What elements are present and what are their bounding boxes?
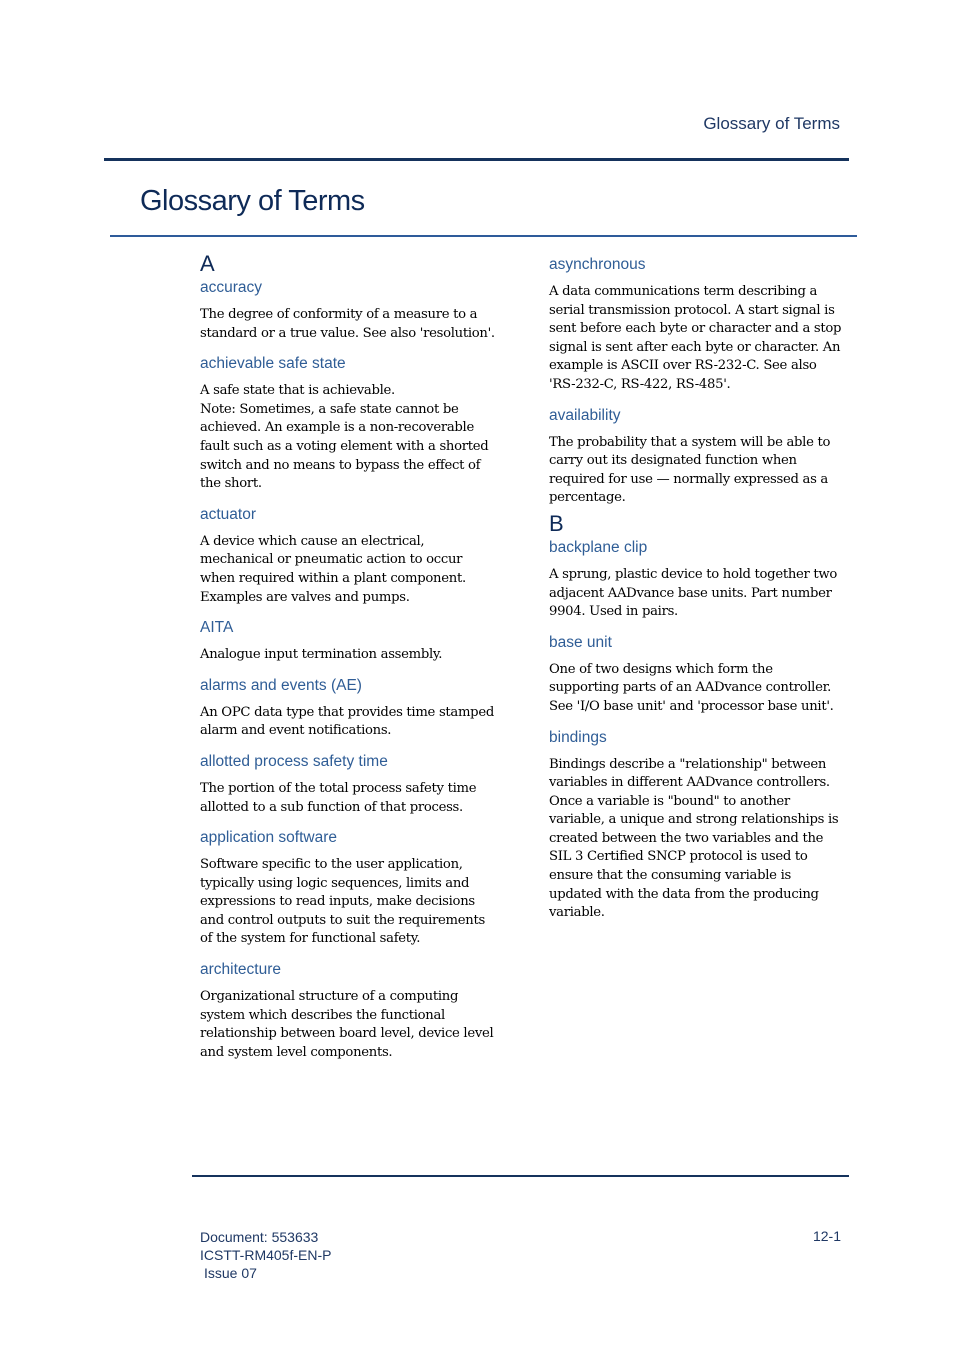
glossary-entry-aita	[200, 618, 495, 665]
glossary-term: accuracy	[200, 279, 263, 296]
glossary-entry-allotted-process-safety-time	[200, 752, 495, 817]
running-header-title: Glossary of Terms	[703, 114, 840, 133]
definition-note: Note: Sometimes, a safe state cannot be achieved. An example is a non-recoverable fault such as a voting element with a shorted switch and no means to bypass the effect of the short.	[200, 401, 489, 492]
glossary-entry-bindings	[549, 728, 844, 923]
glossary-definition: A sprung, plastic device to hold together two adjacent AADvance base units. Part number 9904. Used in pairs.	[549, 566, 838, 620]
glossary-definition	[200, 382, 495, 494]
glossary-entry-backplane-clip	[549, 538, 844, 622]
footer-rule	[192, 1175, 849, 1177]
glossary-term: allotted process safety time	[200, 752, 388, 770]
glossary-definition: Software specific to the user application, typically using logic sequences, limits and expressions to read inputs, make decisions and control outputs to suit the requirements of the system for functional safety.	[200, 857, 485, 947]
glossary-entry-accuracy	[200, 278, 495, 343]
glossary-entry-actuator	[200, 505, 495, 607]
left-column	[200, 250, 495, 1073]
glossary-term: availability	[549, 406, 621, 424]
glossary-term: base unit	[549, 633, 612, 651]
section-letter-b: B	[549, 510, 564, 536]
glossary-entry-availability	[549, 406, 844, 508]
section-letter-a: A	[200, 251, 215, 276]
glossary-definition: Analogue input termination assembly.	[200, 647, 443, 663]
definition-text: A safe state that is achievable.	[200, 383, 395, 399]
glossary-term: alarms and events (AE)	[200, 676, 362, 694]
glossary-definition: One of two designs which form the supporting parts of an AADvance controller. See 'I/O base unit' and 'processor base unit'.	[549, 661, 834, 714]
title-rule	[110, 235, 857, 237]
glossary-term: bindings	[549, 728, 607, 746]
footer-page-number: 12-1	[812, 1228, 841, 1244]
glossary-term: architecture	[200, 961, 281, 979]
glossary-definition: The degree of conformity of a measure to a standard or a true value. See also 'resolution'.	[200, 307, 495, 341]
glossary-term: backplane clip	[549, 538, 648, 556]
glossary-term: asynchronous	[549, 256, 646, 273]
header-rule	[104, 158, 849, 161]
glossary-definition: Organizational structure of a computing system which describes the functional relationship between board level, device level and system level components.	[200, 989, 494, 1060]
glossary-term: application software	[200, 829, 337, 847]
glossary-term: actuator	[200, 505, 257, 523]
glossary-definition: A data communications term describing a serial transmission protocol. A start signal is sent before each byte or character and a stop signal is sent after each byte or character. An example is ASCII over RS-232-C. See also 'RS-232-C, RS-422, RS-485'.	[549, 284, 842, 392]
glossary-entry-alarms-and-events	[200, 676, 495, 741]
glossary-definition: Bindings describe a "relationship" between variables in different AADvance controllers. Once a variable is "bound" to another variable, a unique and strong relationships is created between the two variables and the SIL 3 Certified SNCP protocol is used to ensure that the consuming variable is updated with the data from the producing variable.	[549, 756, 839, 921]
footer-document-number: Document: 553633	[200, 1229, 319, 1245]
footer-document-code: ICSTT-RM405f-EN-P	[200, 1247, 332, 1263]
glossary-entry-application-software	[200, 828, 495, 949]
glossary-entry-achievable-safe-state	[200, 354, 495, 494]
footer-issue: Issue 07	[204, 1265, 257, 1281]
glossary-entry-architecture	[200, 960, 495, 1062]
glossary-entry-base-unit	[549, 633, 844, 717]
glossary-term: achievable safe state	[200, 355, 346, 373]
footer-document-info	[200, 1228, 331, 1282]
glossary-definition: The probability that a system will be able to carry out its designated function when required for use — normally expressed as a percentage.	[549, 434, 831, 506]
glossary-definition: The portion of the total process safety time allotted to a sub function of that process.	[200, 780, 477, 815]
page-title: Glossary of Terms	[140, 185, 365, 217]
glossary-definition: A device which cause an electrical, mechanical or pneumatic action to occur when required within a plant component. Examples are valves and pumps.	[200, 533, 466, 605]
glossary-entry-asynchronous	[549, 255, 844, 395]
glossary-term: AITA	[200, 619, 234, 637]
glossary-definition: An OPC data type that provides time stamped alarm and event notifications.	[200, 704, 494, 739]
right-column	[549, 255, 844, 934]
